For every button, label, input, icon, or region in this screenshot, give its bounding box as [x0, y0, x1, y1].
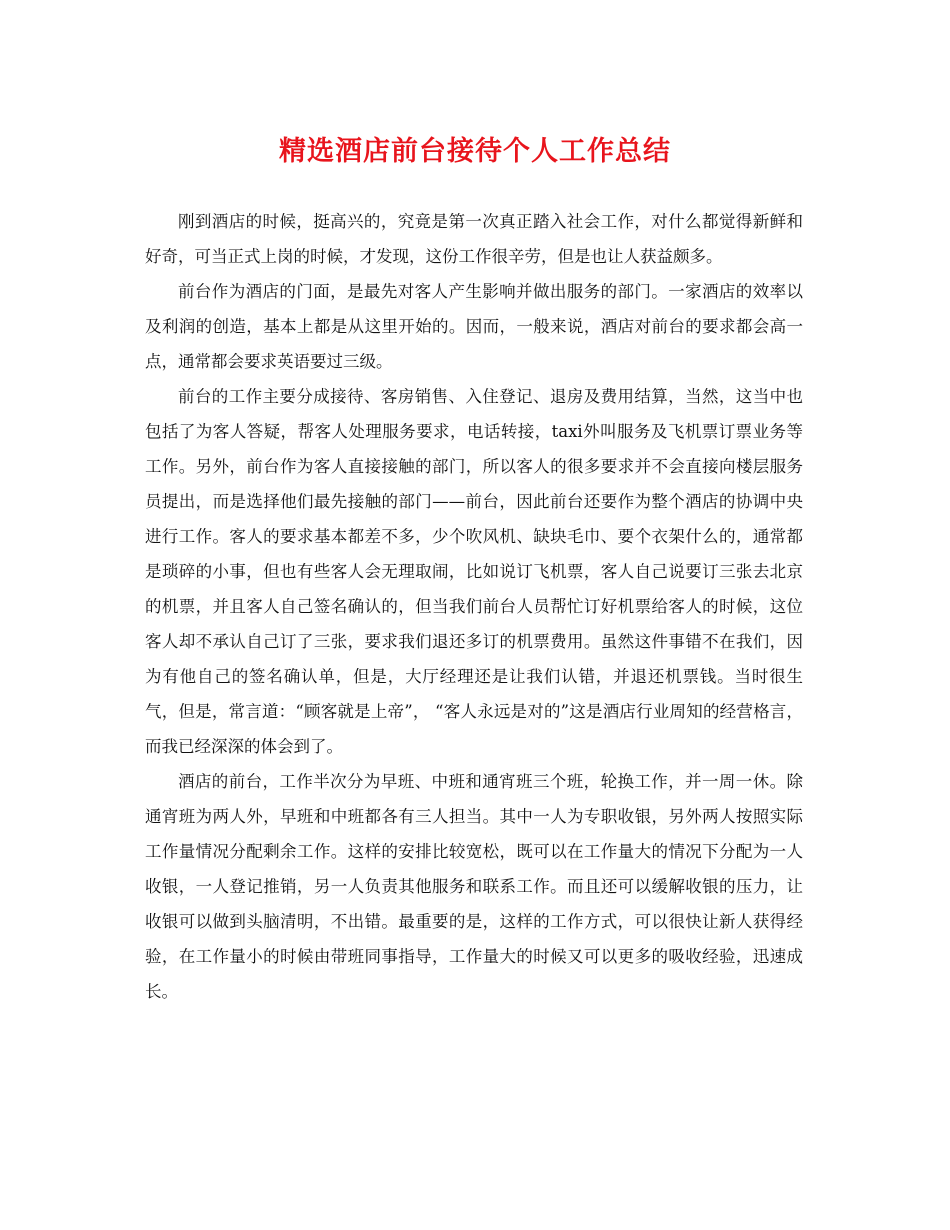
paragraph-2: 前台作为酒店的门面，是最先对客人产生影响并做出服务的部门。一家酒店的效率以及利润的创造，基本上都是从这里开始的。因而，一般来说，酒店对前台的要求都会高一点，通常都会要求英语要过三级。 [145, 282, 803, 371]
paragraph-4: 酒店的前台，工作半次分为早班、中班和通宵班三个班，轮换工作，并一周一休。除通宵班为两人外，早班和中班都各有三人担当。其中一人为专职收银，另外两人按照实际工作量情况分配剩余工作。这样的安排比较宽松，既可以在工作量大的情况下分配为一人收银，一人登记推销，另一人负责其他服务和联系工作。而且还可以缓解收银的压力，让收银可以做到头脑清明，不出错。最重要的是，这样的工作方式，可以很快让新人获得经验，在工作量小的时候由带班同事指导，工作量大的时候又可以更多的吸收经验，迅速成长。 [145, 772, 803, 1001]
paragraph-1: 刚到酒店的时候，挺高兴的，究竟是第一次真正踏入社会工作，对什么都觉得新鲜和好奇，可当正式上岗的时候，才发现，这份工作很辛劳，但是也让人获益颇多。 [145, 212, 803, 266]
paragraph-3: 前台的工作主要分成接待、客房销售、入住登记、退房及费用结算，当然，这当中也包括了为客人答疑，帮客人处理服务要求，电话转接，taxi外叫服务及飞机票订票业务等工作。另外，前台作为客人直接接触的部门，所以客人的很多要求并不会直接向楼层服务员提出，而是选择他们最先接触的部门——前台，因此前台还要作为整个酒店的协调中央进行工作。客人的要求基本都差不多，少个吹风机、缺块毛巾、要个衣架什么的，通常都是琐碎的小事，但也有些客人会无理取闹，比如说订飞机票，客人自己说要订三张去北京的机票，并且客人自己签名确认的，但当我们前台人员帮忙订好机票给客人的时候，这位客人却不承认自己订了三张，要求我们退还多订的机票费用。虽然这件事错不在我们，因为有他自己的签名确认单，但是，大厅经理还是让我们认错，并退还机票钱。当时很生气，但是，常言道：“顾客就是上帝”， “客人永远是对的”这是酒店行业周知的经营格言，而我已经深深的体会到了。 [145, 387, 803, 756]
document-title: 精选酒店前台接待个人工作总结 [279, 136, 671, 167]
document-body [145, 204, 803, 1009]
